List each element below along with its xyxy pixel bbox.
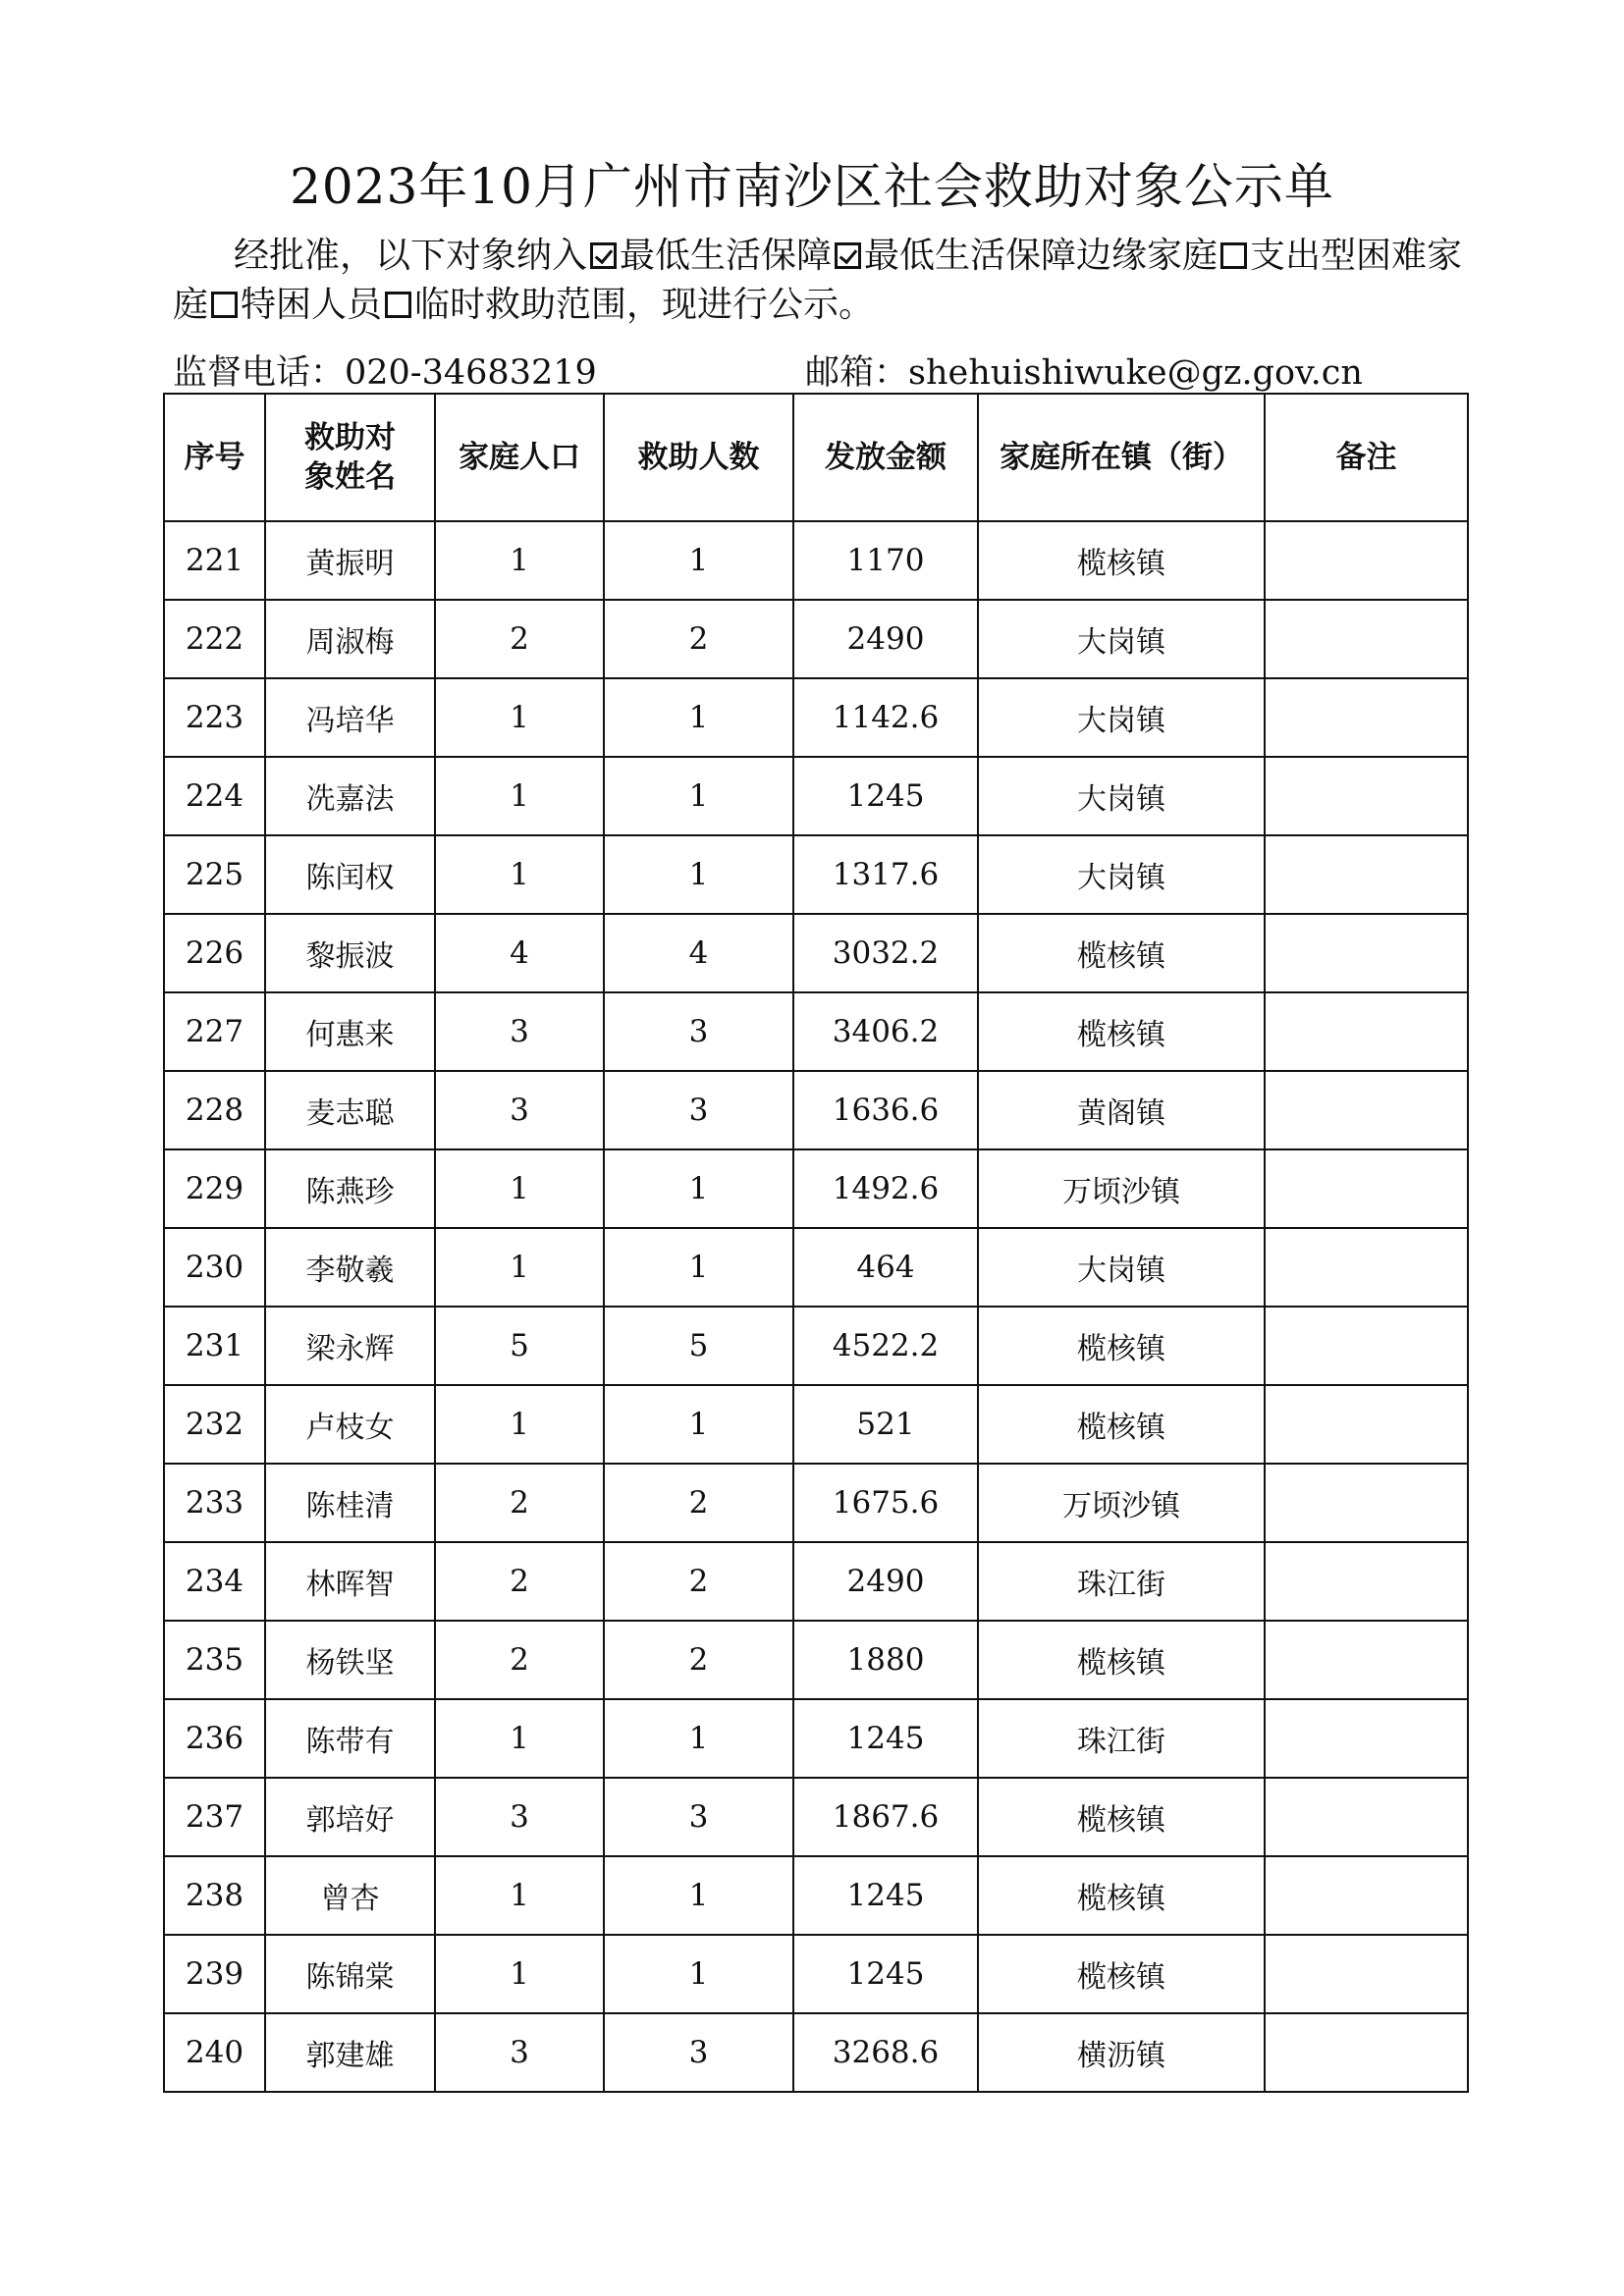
aid-count-cell: 2 [604, 1464, 793, 1542]
table-row [164, 1699, 1468, 1778]
town-cell: 横沥镇 [978, 2013, 1265, 2092]
table-row [164, 757, 1468, 835]
amount-cell: 1170 [793, 521, 978, 600]
option-checkbox [590, 242, 617, 269]
town-cell: 黄阁镇 [978, 1071, 1265, 1149]
household-size-cell: 2 [435, 600, 604, 678]
aid-count-cell: 1 [604, 1149, 793, 1228]
remarks-cell [1265, 835, 1468, 914]
town-cell: 珠江街 [978, 1699, 1265, 1778]
town-cell: 万顷沙镇 [978, 1464, 1265, 1542]
header-name: 救助对象姓名 [265, 394, 435, 521]
serial-cell: 238 [164, 1856, 265, 1935]
amount-cell: 1245 [793, 1935, 978, 2013]
name-cell: 周淑梅 [265, 600, 435, 678]
remarks-cell [1265, 757, 1468, 835]
household-size-cell: 1 [435, 521, 604, 600]
amount-cell: 1142.6 [793, 678, 978, 757]
aid-count-cell: 1 [604, 757, 793, 835]
name-cell: 林晖智 [265, 1542, 435, 1621]
table-row [164, 1856, 1468, 1935]
name-cell: 陈闰权 [265, 835, 435, 914]
amount-cell: 464 [793, 1228, 978, 1307]
option-label: 支出型困难家庭 [173, 236, 1463, 325]
serial-cell: 232 [164, 1385, 265, 1464]
intro-prefix: 经批准，以下对象纳入 [234, 236, 588, 276]
serial-cell: 231 [164, 1307, 265, 1385]
remarks-cell [1265, 1778, 1468, 1856]
town-cell: 榄核镇 [978, 1935, 1265, 2013]
serial-cell: 221 [164, 521, 265, 600]
header-household-size: 家庭人口 [435, 394, 604, 521]
remarks-cell [1265, 1149, 1468, 1228]
household-size-cell: 2 [435, 1464, 604, 1542]
serial-cell: 235 [164, 1621, 265, 1699]
town-cell: 榄核镇 [978, 1856, 1265, 1935]
household-size-cell: 2 [435, 1621, 604, 1699]
household-size-cell: 1 [435, 1856, 604, 1935]
name-cell: 李敬羲 [265, 1228, 435, 1307]
aid-count-cell: 1 [604, 1228, 793, 1307]
table-row [164, 1621, 1468, 1699]
option-label: 最低生活保障边缘家庭 [864, 236, 1218, 276]
remarks-cell [1265, 678, 1468, 757]
name-cell: 黎振波 [265, 914, 435, 992]
household-size-cell: 3 [435, 2013, 604, 2092]
name-cell: 陈带有 [265, 1699, 435, 1778]
amount-cell: 1317.6 [793, 835, 978, 914]
town-cell: 榄核镇 [978, 1621, 1265, 1699]
amount-cell: 4522.2 [793, 1307, 978, 1385]
table-row [164, 1778, 1468, 1856]
aid-count-cell: 1 [604, 835, 793, 914]
remarks-cell [1265, 1935, 1468, 2013]
amount-cell: 2490 [793, 1542, 978, 1621]
amount-cell: 1245 [793, 757, 978, 835]
remarks-cell [1265, 1621, 1468, 1699]
remarks-cell [1265, 992, 1468, 1071]
town-cell: 万顷沙镇 [978, 1149, 1265, 1228]
remarks-cell [1265, 1228, 1468, 1307]
aid-count-cell: 1 [604, 521, 793, 600]
remarks-cell [1265, 1385, 1468, 1464]
town-cell: 榄核镇 [978, 992, 1265, 1071]
table-row [164, 678, 1468, 757]
name-cell: 陈燕珍 [265, 1149, 435, 1228]
option-checkbox [835, 242, 861, 269]
contact-email: 邮箱：shehuishiwuke@gz.gov.cn [805, 353, 1363, 393]
remarks-cell [1265, 1464, 1468, 1542]
household-size-cell: 3 [435, 992, 604, 1071]
name-cell: 何惠来 [265, 992, 435, 1071]
name-cell: 杨铁坚 [265, 1621, 435, 1699]
serial-cell: 236 [164, 1699, 265, 1778]
aid-count-cell: 1 [604, 1856, 793, 1935]
household-size-cell: 1 [435, 1228, 604, 1307]
household-size-cell: 1 [435, 1149, 604, 1228]
name-cell: 曾杏 [265, 1856, 435, 1935]
serial-cell: 239 [164, 1935, 265, 2013]
table-row [164, 835, 1468, 914]
amount-cell: 1675.6 [793, 1464, 978, 1542]
header-amount: 发放金额 [793, 394, 978, 521]
table-row [164, 1307, 1468, 1385]
serial-cell: 225 [164, 835, 265, 914]
serial-cell: 227 [164, 992, 265, 1071]
serial-cell: 228 [164, 1071, 265, 1149]
remarks-cell [1265, 600, 1468, 678]
aid-count-cell: 2 [604, 1542, 793, 1621]
town-cell: 大岗镇 [978, 678, 1265, 757]
amount-cell: 1636.6 [793, 1071, 978, 1149]
town-cell: 大岗镇 [978, 600, 1265, 678]
header-serial: 序号 [164, 394, 265, 521]
name-cell: 梁永辉 [265, 1307, 435, 1385]
remarks-cell [1265, 914, 1468, 992]
table-row [164, 1385, 1468, 1464]
town-cell: 大岗镇 [978, 835, 1265, 914]
option-checkbox [211, 292, 238, 318]
aid-count-cell: 2 [604, 600, 793, 678]
aid-count-cell: 1 [604, 1935, 793, 2013]
table-row [164, 600, 1468, 678]
aid-count-cell: 5 [604, 1307, 793, 1385]
table-body [164, 521, 1468, 2092]
town-cell: 榄核镇 [978, 914, 1265, 992]
option-checkbox [1220, 242, 1247, 269]
amount-cell: 3032.2 [793, 914, 978, 992]
name-cell: 郭培好 [265, 1778, 435, 1856]
aid-count-cell: 1 [604, 1385, 793, 1464]
household-size-cell: 4 [435, 914, 604, 992]
aid-count-cell: 4 [604, 914, 793, 992]
amount-cell: 3406.2 [793, 992, 978, 1071]
remarks-cell [1265, 1856, 1468, 1935]
serial-cell: 234 [164, 1542, 265, 1621]
household-size-cell: 1 [435, 835, 604, 914]
amount-cell: 3268.6 [793, 2013, 978, 2092]
intro-suffix: 范围，现进行公示。 [556, 285, 875, 325]
option-label: 临时救助 [414, 285, 557, 325]
table-row [164, 992, 1468, 1071]
name-cell: 冯培华 [265, 678, 435, 757]
town-cell: 榄核镇 [978, 1385, 1265, 1464]
household-size-cell: 3 [435, 1778, 604, 1856]
aid-count-cell: 2 [604, 1621, 793, 1699]
name-cell: 麦志聪 [265, 1071, 435, 1149]
serial-cell: 230 [164, 1228, 265, 1307]
remarks-cell [1265, 1307, 1468, 1385]
table-row [164, 1149, 1468, 1228]
household-size-cell: 1 [435, 1935, 604, 2013]
table-row [164, 1935, 1468, 2013]
name-cell: 冼嘉法 [265, 757, 435, 835]
serial-cell: 237 [164, 1778, 265, 1856]
header-aid-count: 救助人数 [604, 394, 793, 521]
table-row [164, 1542, 1468, 1621]
remarks-cell [1265, 1542, 1468, 1621]
household-size-cell: 1 [435, 1385, 604, 1464]
table-header-row [164, 394, 1468, 521]
aid-count-cell: 3 [604, 1071, 793, 1149]
serial-cell: 240 [164, 2013, 265, 2092]
amount-cell: 1867.6 [793, 1778, 978, 1856]
serial-cell: 223 [164, 678, 265, 757]
remarks-cell [1265, 1071, 1468, 1149]
table-row [164, 521, 1468, 600]
amount-cell: 1492.6 [793, 1149, 978, 1228]
serial-cell: 226 [164, 914, 265, 992]
remarks-cell [1265, 2013, 1468, 2092]
aid-count-cell: 3 [604, 992, 793, 1071]
serial-cell: 222 [164, 600, 265, 678]
household-size-cell: 1 [435, 1699, 604, 1778]
table-row [164, 2013, 1468, 2092]
town-cell: 榄核镇 [978, 521, 1265, 600]
amount-cell: 1880 [793, 1621, 978, 1699]
town-cell: 榄核镇 [978, 1307, 1265, 1385]
aid-count-cell: 3 [604, 1778, 793, 1856]
town-cell: 大岗镇 [978, 1228, 1265, 1307]
aid-count-cell: 1 [604, 1699, 793, 1778]
town-cell: 大岗镇 [978, 757, 1265, 835]
page-title: 2023年10月广州市南沙区社会救助对象公示单 [290, 158, 1334, 215]
option-label: 最低生活保障 [620, 236, 833, 276]
serial-cell: 233 [164, 1464, 265, 1542]
intro-paragraph [173, 232, 1479, 330]
household-size-cell: 1 [435, 757, 604, 835]
town-cell: 珠江街 [978, 1542, 1265, 1621]
remarks-cell [1265, 1699, 1468, 1778]
table-row [164, 1464, 1468, 1542]
header-town: 家庭所在镇（街） [978, 394, 1265, 521]
remarks-cell [1265, 521, 1468, 600]
name-cell: 黄振明 [265, 521, 435, 600]
serial-cell: 224 [164, 757, 265, 835]
amount-cell: 521 [793, 1385, 978, 1464]
name-cell: 郭建雄 [265, 2013, 435, 2092]
header-remarks: 备注 [1265, 394, 1468, 521]
name-cell: 陈锦棠 [265, 1935, 435, 2013]
option-checkbox [385, 292, 411, 318]
option-label: 特困人员 [241, 285, 383, 325]
table-row [164, 1228, 1468, 1307]
household-size-cell: 2 [435, 1542, 604, 1621]
name-cell: 陈桂清 [265, 1464, 435, 1542]
household-size-cell: 5 [435, 1307, 604, 1385]
amount-cell: 1245 [793, 1699, 978, 1778]
table-row [164, 1071, 1468, 1149]
household-size-cell: 3 [435, 1071, 604, 1149]
name-cell: 卢枝女 [265, 1385, 435, 1464]
aid-count-cell: 1 [604, 678, 793, 757]
assistance-table [163, 393, 1469, 2093]
serial-cell: 229 [164, 1149, 265, 1228]
table-row [164, 914, 1468, 992]
supervision-phone: 监督电话：020-34683219 [173, 353, 597, 393]
aid-count-cell: 3 [604, 2013, 793, 2092]
household-size-cell: 1 [435, 678, 604, 757]
amount-cell: 2490 [793, 600, 978, 678]
amount-cell: 1245 [793, 1856, 978, 1935]
town-cell: 榄核镇 [978, 1778, 1265, 1856]
